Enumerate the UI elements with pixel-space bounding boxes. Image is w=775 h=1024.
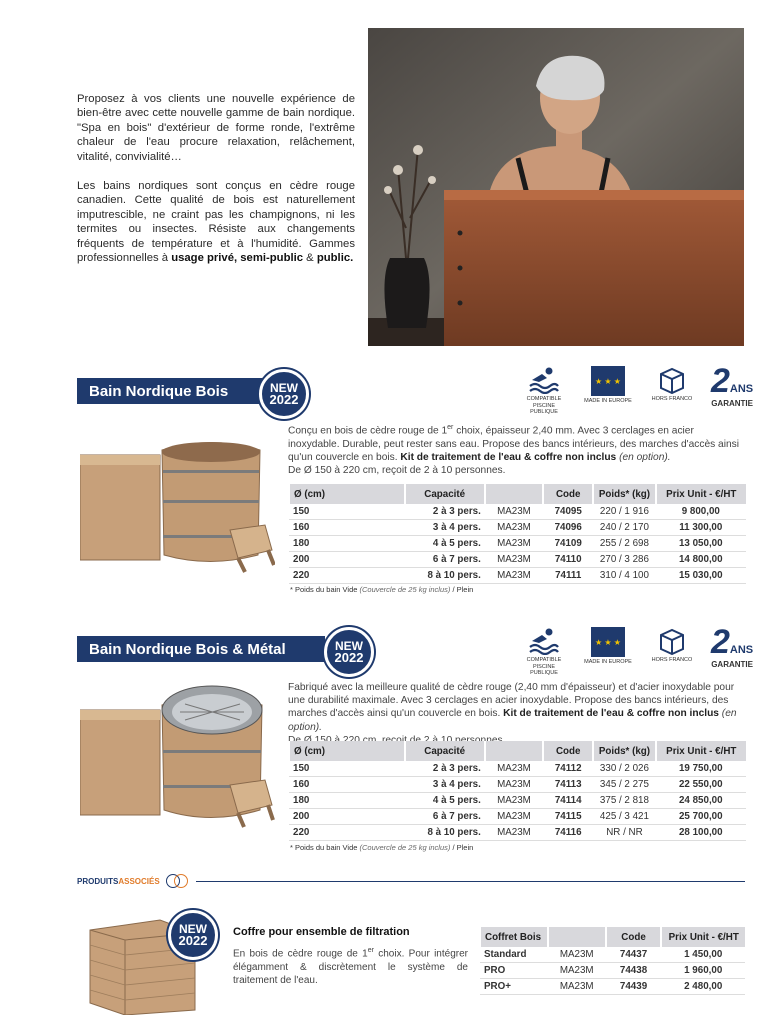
col-diameter: Ø (cm): [289, 741, 405, 761]
guarantee-2-years: [711, 362, 754, 408]
section2-description: [288, 681, 744, 747]
made-in-europe-icon: ★ ★ ★ MADE IN EUROPE: [583, 366, 633, 405]
made-in-europe-label: MADE IN EUROPE: [584, 398, 632, 404]
table-row: [289, 809, 746, 825]
cell: 180: [289, 536, 405, 552]
table-row: [289, 777, 746, 793]
cell: 150: [289, 761, 405, 777]
cell: 310 / 4 100: [593, 568, 655, 584]
col-price: Prix Unit - €/HT: [661, 927, 745, 947]
cell: MA23M: [548, 963, 606, 979]
cell: MA23M: [485, 568, 543, 584]
table-header: [480, 927, 745, 947]
cell: 74437: [606, 947, 662, 963]
col-weight: Poids* (kg): [593, 741, 655, 761]
cell: 74114: [543, 793, 593, 809]
box-hors-franco-icon: [647, 366, 697, 403]
cell: 74438: [606, 963, 662, 979]
section1-description: [288, 421, 744, 477]
section2-price-table: [288, 741, 746, 841]
table-row: [480, 979, 745, 995]
col-diameter: Ø (cm): [289, 484, 405, 504]
cell: PRO: [480, 963, 548, 979]
pool-compatible-icon: [519, 366, 569, 416]
new-2022-badge: [168, 910, 218, 960]
coffre-desc-sup: er: [367, 947, 374, 954]
note-a: * Poids du bain Vide: [290, 843, 360, 852]
badge-year-text: 2022: [334, 650, 364, 665]
cell: 1 960,00: [661, 963, 745, 979]
s1-desc-sup: er: [447, 424, 454, 431]
cell: 160: [289, 777, 405, 793]
cell: 24 850,00: [656, 793, 746, 809]
cell: 8 à 10 pers.: [405, 825, 485, 841]
intro-p2-and: &: [303, 252, 317, 265]
cell: 25 700,00: [656, 809, 746, 825]
cell: 13 050,00: [656, 536, 746, 552]
table-row: [289, 536, 746, 552]
s1-desc-a: Conçu en bois de cèdre rouge de 1: [288, 425, 448, 437]
s1-desc-option: (en option).: [619, 451, 671, 463]
cell: 180: [289, 793, 405, 809]
cell: 11 300,00: [656, 520, 746, 536]
col-price: Prix Unit - €/HT: [656, 741, 746, 761]
feature-icons: [519, 362, 754, 416]
badge-year-text: 2022: [178, 933, 208, 948]
s2-desc-bold: Kit de traitement de l'eau & coffre non inclus: [503, 708, 719, 720]
pool-compatible-label: COMPATIBLE PISCINE PUBLIQUE: [526, 657, 562, 676]
col-capacity: Capacité: [405, 484, 485, 504]
cell: NR / NR: [593, 825, 655, 841]
cell: MA23M: [548, 947, 606, 963]
pool-compatible-label: COMPATIBLE PISCINE PUBLIQUE: [526, 396, 562, 415]
guarantee-2-years: [711, 623, 754, 669]
table-row: [289, 504, 746, 520]
table-row: [289, 552, 746, 568]
cell: 2 480,00: [661, 979, 745, 995]
s2-desc-a: Fabriqué avec la meilleure qualité de cèdre rouge (2,40 mm d'épaisseur) et d'acier inoxydable pour une durabilité maximale. Avec 3 cerclages en acier inoxydable. Propose des bancs intérieurs, des marches d'accès ainsi qu'un couvercle en bois.: [288, 682, 735, 720]
cell: 3 à 4 pers.: [405, 520, 485, 536]
cell: 4 à 5 pers.: [405, 536, 485, 552]
cell: 74095: [543, 504, 593, 520]
guarantee-label: GARANTIE: [711, 399, 753, 408]
section-title-text: Bain Nordique Bois: [89, 382, 229, 400]
feature-icons: [519, 623, 754, 677]
section-title-bain-bois-metal: [77, 636, 325, 662]
col-capacity: Capacité: [405, 741, 485, 761]
hors-franco-label: HORS FRANCO: [651, 396, 693, 402]
cell: 345 / 2 275: [593, 777, 655, 793]
section-title-bain-bois: [77, 378, 267, 404]
guarantee-number: 2: [711, 623, 730, 661]
cell: 14 800,00: [656, 552, 746, 568]
box-hors-franco-icon: [647, 627, 697, 664]
cell: 425 / 3 421: [593, 809, 655, 825]
cell: 200: [289, 552, 405, 568]
cell: 6 à 7 pers.: [405, 809, 485, 825]
new-2022-badge: [259, 369, 309, 419]
cell: PRO+: [480, 979, 548, 995]
s2-desc-option: (en option).: [288, 708, 737, 733]
cell: 200: [289, 809, 405, 825]
s1-desc-bold: Kit de traitement de l'eau & coffre non inclus: [400, 451, 617, 463]
table-row: [289, 825, 746, 841]
badge-year-text: 2022: [269, 392, 299, 407]
cell: MA23M: [485, 536, 543, 552]
col-ref: [485, 741, 543, 761]
product-image-bain-bois-metal: [80, 680, 275, 830]
table-row: [289, 793, 746, 809]
hors-franco-label: HORS FRANCO: [651, 657, 693, 663]
cell: MA23M: [485, 793, 543, 809]
table-row: [289, 520, 746, 536]
cell: 19 750,00: [656, 761, 746, 777]
cell: 4 à 5 pers.: [405, 793, 485, 809]
col-code: Code: [543, 484, 593, 504]
guarantee-number: 2: [711, 362, 730, 400]
section2-weight-note: [290, 843, 473, 852]
intro-p2-bold: usage privé, semi-public: [171, 252, 304, 265]
cell: 270 / 3 286: [593, 552, 655, 568]
table-header: [289, 484, 746, 504]
cell: 220 / 1 916: [593, 504, 655, 520]
col-code: Code: [606, 927, 662, 947]
cell: 28 100,00: [656, 825, 746, 841]
col-price: Prix Unit - €/HT: [656, 484, 746, 504]
cell: MA23M: [485, 504, 543, 520]
cell: 15 030,00: [656, 568, 746, 584]
col-ref: [485, 484, 543, 504]
coffre-desc-a: En bois de cèdre rouge de 1: [233, 948, 368, 960]
coffre-price-table: [479, 927, 745, 995]
coffre-desc-b: choix. Pour intégrer élégamment & discrètement le système de traitement de l'eau.: [233, 948, 468, 987]
intro-paragraph-2: [77, 179, 355, 265]
made-in-europe-label: MADE IN EUROPE: [584, 659, 632, 665]
made-in-europe-icon: ★ ★ ★ MADE IN EUROPE: [583, 627, 633, 666]
table-row: [289, 761, 746, 777]
badge-new-text: NEW: [179, 922, 207, 936]
guarantee-unit: ANS: [729, 644, 754, 656]
col-code: Code: [543, 741, 593, 761]
intro-p2-text: Les bains nordiques sont conçus en cèdre rouge canadien. Cette qualité de bois est naturellement imputrescible, ne craint pas les champignons, ni les termites ou insectes. Résiste aux changements fréquents de température et à l'humidité. Gammes professionnelles à: [77, 180, 355, 265]
cell: 240 / 2 170: [593, 520, 655, 536]
new-2022-badge: [324, 627, 374, 677]
cell: 9 800,00: [656, 504, 746, 520]
section-title-text: Bain Nordique Bois & Métal: [89, 640, 286, 658]
cell: MA23M: [485, 777, 543, 793]
associated-label-a: PRODUITS: [77, 876, 119, 886]
s1-desc-range: De Ø 150 à 220 cm, reçoit de 2 à 10 personnes.: [288, 465, 506, 476]
cell: 330 / 2 026: [593, 761, 655, 777]
cell: 8 à 10 pers.: [405, 568, 485, 584]
cell: 220: [289, 568, 405, 584]
cell: 1 450,00: [661, 947, 745, 963]
col-weight: Poids* (kg): [593, 484, 655, 504]
cell: MA23M: [485, 520, 543, 536]
cell: 2 à 3 pers.: [405, 761, 485, 777]
cell: 74110: [543, 552, 593, 568]
section1-price-table: [288, 484, 746, 584]
cell: 2 à 3 pers.: [405, 504, 485, 520]
cell: 22 550,00: [656, 777, 746, 793]
table-header: [289, 741, 746, 761]
coffre-description: [233, 944, 468, 988]
intro-paragraph-1: Proposez à vos clients une nouvelle expérience de bien-être avec cette nouvelle gamme de bain nordique. "Spa en bois" d'extérieur de forme ronde, l'extrême chaleur de l'eau procure relaxation, relâchement, vitalité, convivialité…: [77, 93, 355, 163]
cell: 74111: [543, 568, 593, 584]
cell: 74112: [543, 761, 593, 777]
section1-weight-note: [290, 585, 473, 594]
cell: MA23M: [485, 552, 543, 568]
cell: 74109: [543, 536, 593, 552]
cell: 220: [289, 825, 405, 841]
badge-new-text: NEW: [270, 381, 298, 395]
col-coffret: Coffret Bois: [480, 927, 548, 947]
cell: 74113: [543, 777, 593, 793]
note-b: / Plein: [450, 843, 474, 852]
s1-desc-b: choix, épaisseur 2,40 mm. Avec 3 cerclages en acier inoxydable. Durable, peut rester sans eau. Propose des bancs intérieurs, des marches d'accès ainsi qu'un couvercle en bois.: [288, 425, 740, 463]
cell: MA23M: [548, 979, 606, 995]
guarantee-unit: ANS: [729, 383, 754, 395]
pool-compatible-icon: [519, 627, 569, 677]
associated-label-b: ASSOCIÉS: [118, 876, 160, 886]
cell: 375 / 2 818: [593, 793, 655, 809]
product-image-bain-bois: [80, 440, 275, 575]
note-a: * Poids du bain Vide: [290, 585, 360, 594]
cell: 255 / 2 698: [593, 536, 655, 552]
cell: 6 à 7 pers.: [405, 552, 485, 568]
rings-icon: [166, 874, 192, 888]
note-i: (Couvercle de 25 kg inclus): [359, 843, 451, 852]
cell: Standard: [480, 947, 548, 963]
intro-p2-bold2: public.: [316, 252, 354, 265]
note-i: (Couvercle de 25 kg inclus): [359, 585, 451, 594]
table-row: [289, 568, 746, 584]
hero-photo: [368, 28, 744, 346]
table-row: [480, 947, 745, 963]
guarantee-label: GARANTIE: [711, 660, 753, 669]
associated-products-divider: [77, 874, 745, 888]
cell: 74096: [543, 520, 593, 536]
intro-text: [77, 92, 355, 280]
cell: 160: [289, 520, 405, 536]
col-ref: [548, 927, 606, 947]
cell: MA23M: [485, 825, 543, 841]
cell: 150: [289, 504, 405, 520]
cell: 74116: [543, 825, 593, 841]
coffre-title: Coffre pour ensemble de filtration: [233, 926, 410, 938]
note-b: / Plein: [450, 585, 474, 594]
cell: 74439: [606, 979, 662, 995]
cell: 74115: [543, 809, 593, 825]
cell: MA23M: [485, 809, 543, 825]
badge-new-text: NEW: [335, 639, 363, 653]
cell: MA23M: [485, 761, 543, 777]
divider-line: [196, 881, 745, 882]
cell: 3 à 4 pers.: [405, 777, 485, 793]
table-row: [480, 963, 745, 979]
